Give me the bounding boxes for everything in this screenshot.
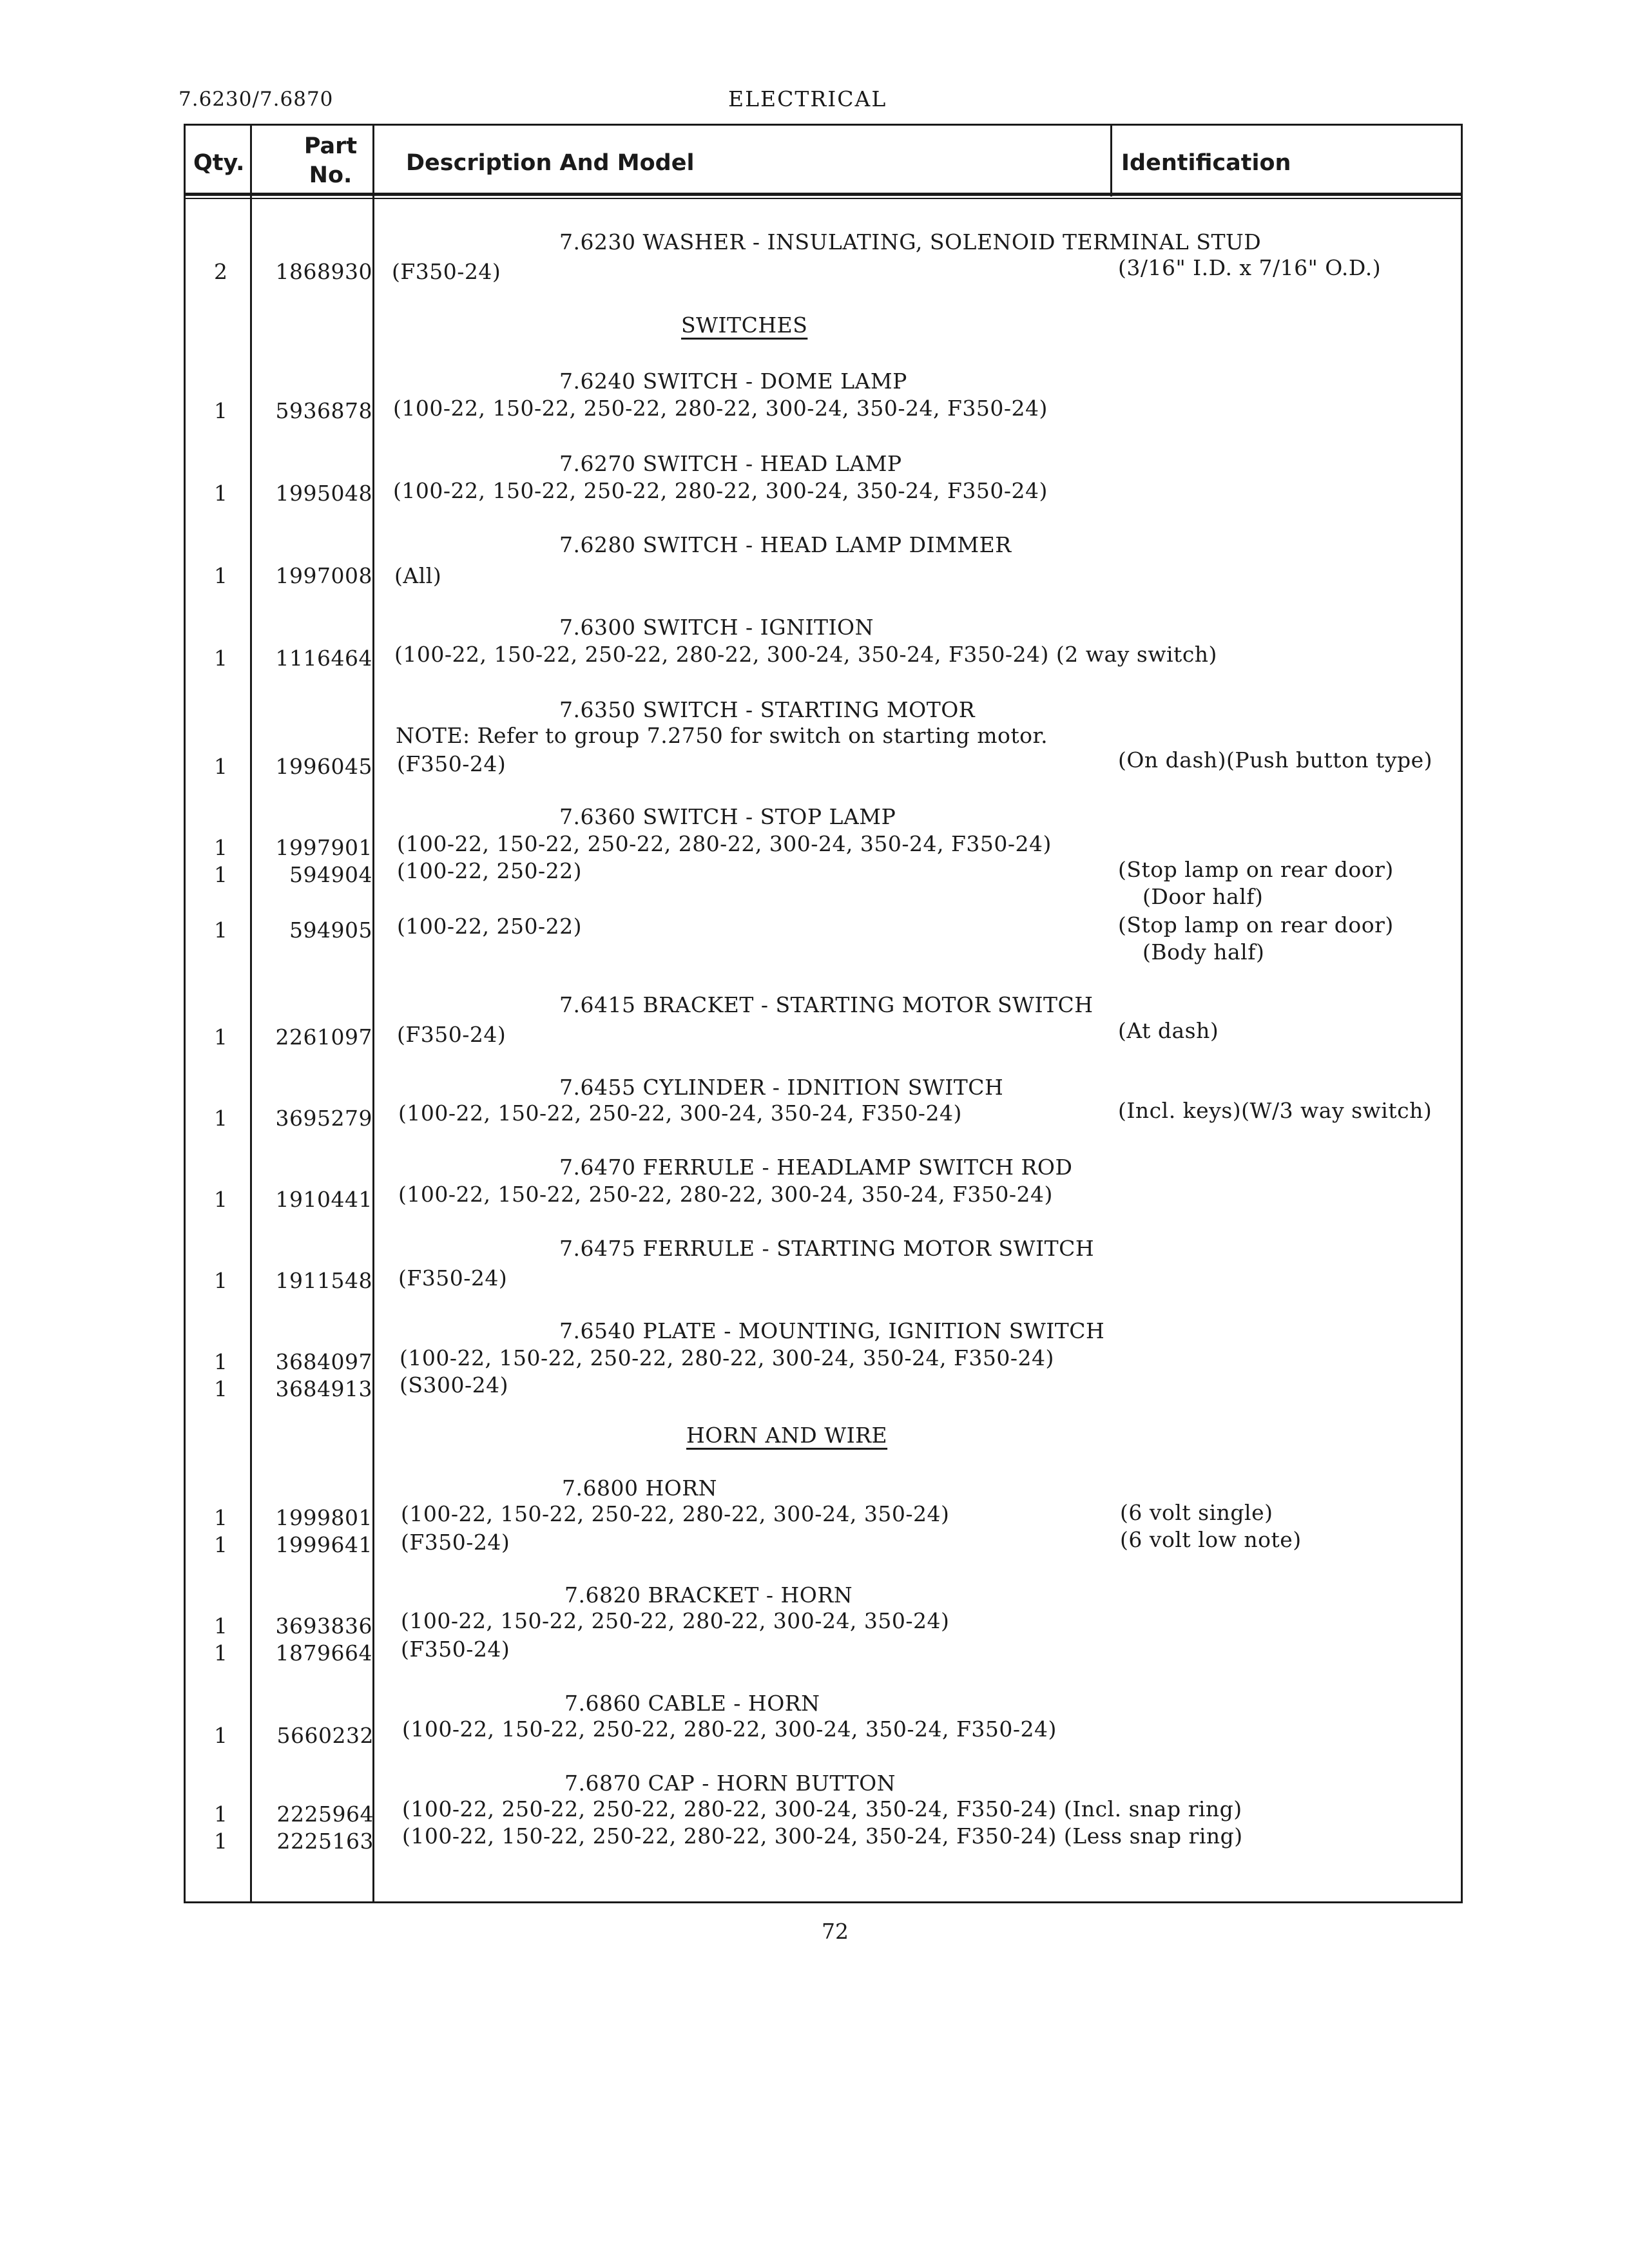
row-qty: 1 bbox=[214, 481, 228, 506]
group-title: 7.6860 CABLE - HORN bbox=[564, 1691, 820, 1716]
section-heading: SWITCHES bbox=[681, 312, 808, 338]
row-qty: 1 bbox=[214, 1505, 228, 1530]
row-identification: (Stop lamp on rear door) bbox=[1118, 857, 1394, 882]
row-part-number: 3695279 bbox=[275, 1106, 372, 1131]
row-part-number: 2225163 bbox=[276, 1829, 374, 1854]
row-identification: (At dash) bbox=[1118, 1018, 1219, 1043]
row-qty: 1 bbox=[214, 1829, 228, 1854]
row-identification-detail: (Body half) bbox=[1142, 939, 1265, 965]
row-part-number: 1999641 bbox=[275, 1532, 372, 1557]
group-title: 7.6300 SWITCH - IGNITION bbox=[559, 615, 874, 640]
column-header-part-no bbox=[269, 132, 392, 190]
group-title: 7.6230 WASHER - INSULATING, SOLENOID TERMINAL STUD bbox=[559, 229, 1262, 255]
row-models: (100-22, 150-22, 250-22, 280-22, 300-24, 350-24) bbox=[401, 1608, 950, 1633]
row-qty: 1 bbox=[214, 835, 228, 860]
row-qty: 1 bbox=[214, 862, 228, 887]
row-models: (100-22, 150-22, 250-22, 280-22, 300-24, 350-24, F350-24) bbox=[393, 478, 1048, 503]
page-number: 72 bbox=[822, 1919, 849, 1944]
section-heading: HORN AND WIRE bbox=[686, 1423, 888, 1448]
row-part-number: 5936878 bbox=[275, 398, 372, 423]
row-qty: 1 bbox=[214, 918, 228, 943]
group-title: 7.6270 SWITCH - HEAD LAMP bbox=[559, 451, 902, 476]
row-models: (F350-24) bbox=[401, 1530, 510, 1555]
row-models: (100-22, 250-22, 250-22, 280-22, 300-24, 350-24, F350-24) (Incl. snap ring) bbox=[402, 1796, 1242, 1821]
row-models: (100-22, 150-22, 250-22, 280-22, 300-24, 350-24, F350-24) bbox=[398, 1182, 1053, 1207]
row-models: (100-22, 250-22) bbox=[397, 914, 582, 939]
part-header-line2: No. bbox=[309, 162, 352, 188]
row-models: (100-22, 150-22, 250-22, 280-22, 300-24, 350-24, F350-24) bbox=[393, 396, 1048, 421]
row-part-number: 1999801 bbox=[275, 1505, 372, 1530]
row-part-number: 1116464 bbox=[275, 646, 372, 671]
row-qty: 1 bbox=[214, 1802, 228, 1827]
row-identification: (Stop lamp on rear door) bbox=[1118, 912, 1394, 937]
group-title: 7.6540 PLATE - MOUNTING, IGNITION SWITCH bbox=[559, 1318, 1105, 1343]
identification-column-divider bbox=[1110, 126, 1112, 197]
row-identification-detail: (Door half) bbox=[1142, 884, 1264, 909]
group-title: 7.6470 FERRULE - HEADLAMP SWITCH ROD bbox=[559, 1155, 1073, 1180]
header-rule bbox=[186, 193, 1461, 196]
row-qty: 1 bbox=[214, 1106, 228, 1131]
row-qty: 1 bbox=[214, 754, 228, 779]
row-part-number: 3684913 bbox=[275, 1376, 372, 1401]
row-part-number: 594905 bbox=[289, 918, 372, 943]
column-header-qty: Qty. bbox=[193, 150, 245, 176]
part-column-divider bbox=[372, 126, 374, 1901]
group-title: 7.6820 BRACKET - HORN bbox=[564, 1582, 853, 1608]
row-qty: 1 bbox=[214, 646, 228, 671]
row-part-number: 1868930 bbox=[275, 259, 372, 284]
row-qty: 1 bbox=[214, 1024, 228, 1050]
row-models: (100-22, 150-22, 250-22, 280-22, 300-24, 350-24, F350-24) (2 way switch) bbox=[394, 642, 1217, 667]
row-models: (F350-24) bbox=[398, 1265, 508, 1291]
row-models: (100-22, 150-22, 250-22, 280-22, 300-24, 350-24) bbox=[401, 1501, 950, 1526]
group-title: 7.6800 HORN bbox=[562, 1475, 718, 1501]
row-qty: 2 bbox=[214, 259, 228, 284]
page-code: 7.6230/7.6870 bbox=[178, 88, 334, 111]
row-identification: (6 volt low note) bbox=[1120, 1527, 1302, 1552]
row-qty: 1 bbox=[214, 1613, 228, 1639]
row-qty: 1 bbox=[214, 1187, 228, 1212]
row-models: (100-22, 250-22) bbox=[397, 858, 582, 883]
part-header-line1: Part bbox=[304, 133, 358, 159]
group-title: 7.6475 FERRULE - STARTING MOTOR SWITCH bbox=[559, 1236, 1095, 1261]
group-title: 7.6415 BRACKET - STARTING MOTOR SWITCH bbox=[559, 992, 1094, 1017]
group-title: 7.6240 SWITCH - DOME LAMP bbox=[559, 369, 907, 394]
group-title: 7.6360 SWITCH - STOP LAMP bbox=[559, 804, 896, 829]
row-qty: 1 bbox=[214, 398, 228, 423]
row-part-number: 3684097 bbox=[275, 1349, 372, 1374]
group-note: NOTE: Refer to group 7.2750 for switch on starting motor. bbox=[396, 723, 1048, 748]
header-rule-thin bbox=[186, 198, 1461, 199]
row-part-number: 1997008 bbox=[275, 563, 372, 588]
row-part-number: 1995048 bbox=[275, 481, 372, 506]
column-header-identification: Identification bbox=[1121, 150, 1291, 176]
row-part-number: 1996045 bbox=[275, 754, 372, 779]
row-part-number: 1879664 bbox=[275, 1640, 372, 1666]
row-qty: 1 bbox=[214, 1723, 228, 1748]
row-models: (F350-24) bbox=[401, 1637, 510, 1662]
row-identification: (6 volt single) bbox=[1120, 1500, 1273, 1525]
row-models: (100-22, 150-22, 250-22, 300-24, 350-24, F350-24) bbox=[398, 1100, 962, 1126]
row-qty: 1 bbox=[214, 1349, 228, 1374]
row-part-number: 2261097 bbox=[275, 1024, 372, 1050]
row-qty: 1 bbox=[214, 1376, 228, 1401]
page-section-title: ELECTRICAL bbox=[728, 86, 887, 111]
row-qty: 1 bbox=[214, 1532, 228, 1557]
group-title: 7.6455 CYLINDER - IDNITION SWITCH bbox=[559, 1075, 1004, 1100]
row-part-number: 5660232 bbox=[276, 1723, 374, 1748]
row-models: (100-22, 150-22, 250-22, 280-22, 300-24, 350-24, F350-24) bbox=[402, 1716, 1057, 1742]
column-header-description: Description And Model bbox=[406, 150, 695, 176]
row-models: (100-22, 150-22, 250-22, 280-22, 300-24, 350-24, F350-24) bbox=[397, 831, 1052, 856]
row-part-number: 2225964 bbox=[276, 1802, 374, 1827]
row-part-number: 594904 bbox=[289, 862, 372, 887]
row-identification: (Incl. keys)(W/3 way switch) bbox=[1118, 1098, 1432, 1123]
group-title: 7.6350 SWITCH - STARTING MOTOR bbox=[559, 697, 976, 722]
group-title: 7.6280 SWITCH - HEAD LAMP DIMMER bbox=[559, 532, 1012, 557]
group-title: 7.6870 CAP - HORN BUTTON bbox=[564, 1771, 896, 1796]
row-qty: 1 bbox=[214, 1268, 228, 1293]
row-models: (S300-24) bbox=[400, 1372, 508, 1398]
row-models: (F350-24) bbox=[397, 1022, 506, 1047]
row-part-number: 3693836 bbox=[275, 1613, 372, 1639]
row-qty: 1 bbox=[214, 1640, 228, 1666]
row-models: (F350-24) bbox=[392, 259, 501, 284]
row-models: (100-22, 150-22, 250-22, 280-22, 300-24, 350-24, F350-24) (Less snap ring) bbox=[402, 1823, 1243, 1849]
row-part-number: 1997901 bbox=[275, 835, 372, 860]
row-part-number: 1910441 bbox=[275, 1187, 372, 1212]
row-qty: 1 bbox=[214, 563, 228, 588]
row-models: (100-22, 150-22, 250-22, 280-22, 300-24, 350-24, F350-24) bbox=[400, 1345, 1054, 1370]
row-part-number: 1911548 bbox=[275, 1268, 372, 1293]
row-models: (All) bbox=[394, 563, 442, 588]
row-identification: (On dash)(Push button type) bbox=[1118, 747, 1432, 773]
row-models: (F350-24) bbox=[397, 751, 506, 776]
row-identification: (3/16" I.D. x 7/16" O.D.) bbox=[1118, 255, 1382, 280]
